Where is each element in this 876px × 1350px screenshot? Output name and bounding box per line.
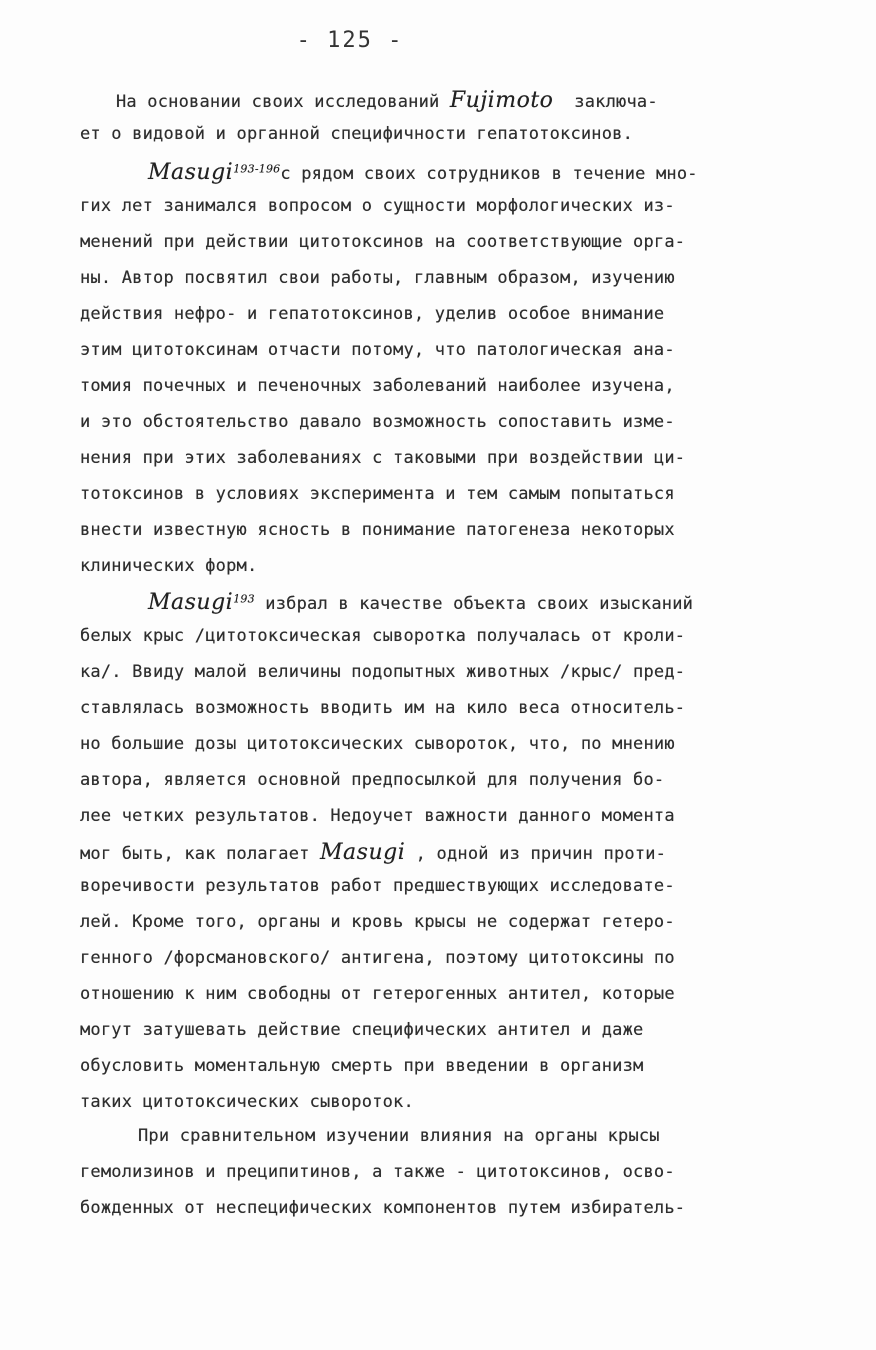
text-line: таких цитотоксических сывороток. — [80, 1092, 414, 1112]
text-span: мог быть, как полагает — [80, 844, 321, 864]
text-line: действия нефро- и гепатотоксинов, уделив особое внимание — [80, 304, 665, 324]
text-line: ет о видовой и органной специфичности гепатотоксинов. — [80, 124, 634, 144]
handwritten-author-name: Masugi — [148, 590, 234, 615]
text-span: с рядом своих сотрудников в течение мно- — [280, 164, 698, 184]
text-line: ка/. Ввиду малой величины подопытных животных /крыс/ пред- — [80, 662, 686, 682]
text-line: белых крыс /цитотоксическая сыворотка получалась от крoли- — [80, 626, 686, 646]
text-line: автора, является основной предпосылкой для получения бо- — [80, 770, 665, 790]
text-line — [116, 88, 658, 113]
text-line: лее четких результатов. Недоучет важности данного момента — [80, 806, 675, 826]
text-line — [80, 840, 666, 865]
text-line: внести известную ясность в понимание патогенеза некоторых — [80, 520, 675, 540]
text-line — [148, 590, 693, 615]
text-line: гемолизинов и преципитинов, а также - цитотоксинов, осво- — [80, 1162, 675, 1182]
text-line: лей. Кроме того, органы и кровь крысы не содержат гетеро- — [80, 912, 675, 932]
text-line — [148, 160, 698, 185]
reference-number: 193-196 — [233, 162, 281, 176]
text-line: тотоксинов в условиях эксперимента и тем самым попытаться — [80, 484, 675, 504]
text-line: клинических форм. — [80, 556, 258, 576]
text-line: генного /форсмановского/ антигена, поэтому цитотоксины по — [80, 948, 675, 968]
text-line: нения при этих заболеваниях с таковыми при воздействии ци- — [80, 448, 686, 468]
text-line: обусловить моментальную смерть при введении в организм — [80, 1056, 644, 1076]
text-line: и это обстоятельство давало возможность сопоставить изме- — [80, 412, 675, 432]
text-line: гих лет занимался вопросом о сущности морфологических из- — [80, 196, 675, 216]
text-line: но большие дозы цитотоксических сывороток, что, по мнению — [80, 734, 675, 754]
text-line: менений при действии цитотоксинов на соответствующие орга- — [80, 232, 686, 252]
reference-number: 193 — [233, 592, 255, 606]
text-line: божденных от неспецифических компонентов путем избиратель- — [80, 1198, 686, 1218]
text-line: воречивости результатов работ предшествующих исследовате- — [80, 876, 675, 896]
handwritten-author-name: Masugi — [320, 840, 406, 865]
text-line: ны. Автор посвятил свои работы, главным образом, изучению — [80, 268, 675, 288]
page-number: - 125 - — [296, 28, 404, 53]
text-line: ставлялась возможность вводить им на кило веса относитель- — [80, 698, 686, 718]
handwritten-author-name: Masugi — [148, 160, 234, 185]
text-line: этим цитотоксинам отчасти потому, что патологическая ана- — [80, 340, 675, 360]
text-line: томия почечных и печеночных заболеваний наиболее изучена, — [80, 376, 675, 396]
handwritten-author-name: Fujimoto — [449, 88, 554, 113]
text-span: , одной из причин проти- — [405, 844, 667, 864]
text-line: При сравнительном изучении влияния на органы крысы — [138, 1126, 660, 1146]
text-span: заключа- — [553, 92, 658, 112]
text-span: На основании своих исследований — [116, 92, 450, 112]
text-line: могут затушевать действие специфических антител и даже — [80, 1020, 644, 1040]
text-span: избрал в качестве объекта своих изысканий — [254, 594, 694, 614]
text-line: отношению к ним свободны от гетерогенных антител, которые — [80, 984, 675, 1004]
